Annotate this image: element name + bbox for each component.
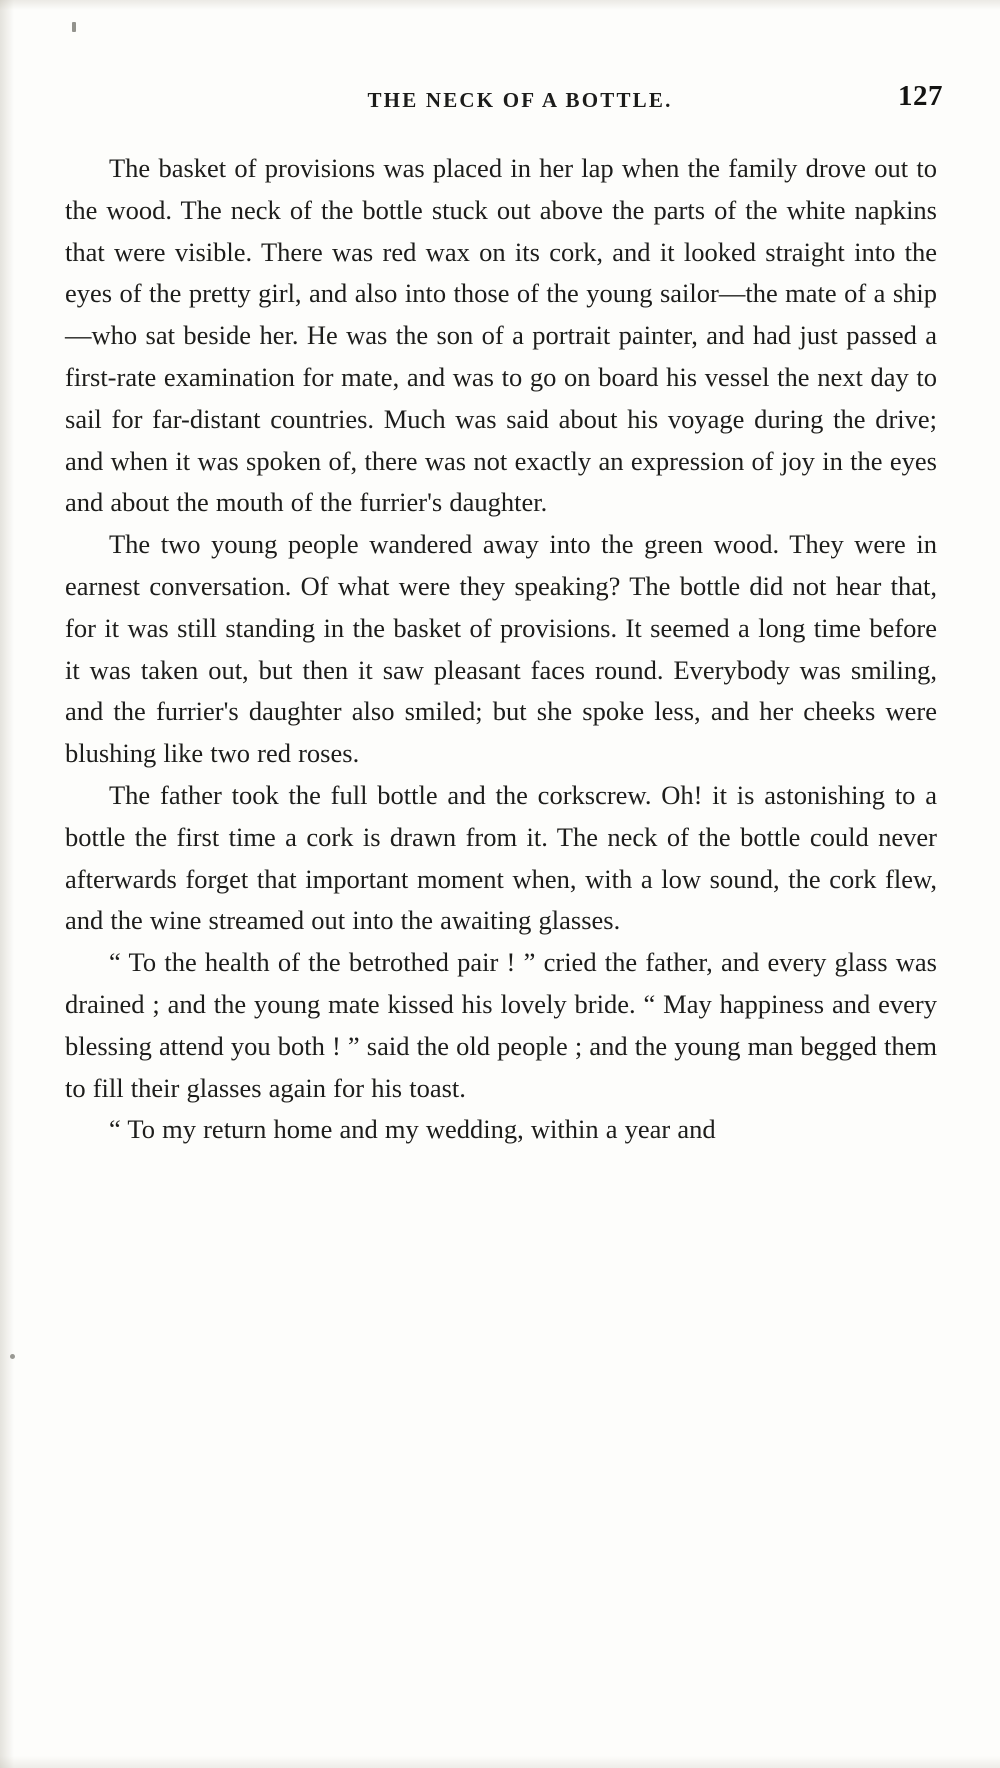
page-edge-shadow-left [0, 0, 14, 1768]
paragraph: The basket of provisions was placed in her lap when the family drove out to the wood. The neck of the bottle stuck out above the parts of the white napkins that were visible. There was red wax on its cork, and it looked straight into the eyes of the pretty girl, and also into those of the young sailor—the mate of a ship—who sat beside her. He was the son of a portrait painter, and had just passed a first-rate examination for mate, and was to go on board his vessel the next day to sail for far-distant countries. Much was said about his voyage during the drive; and when it was spoken of, there was not exactly an expression of joy in the eyes and about the mouth of the furrier's daughter. [65, 153, 937, 518]
page-edge-shadow-top [0, 0, 1000, 10]
page-number: 127 [898, 80, 943, 112]
scan-speck [10, 1354, 15, 1359]
body-text [45, 148, 955, 1151]
paragraph: The two young people wandered away into the green wood. They were in earnest conversation. Of what were they speaking? The bottle did not hear that, for it was still standing in the basket of provisions. It seemed a long time before it was taken out, but then it saw pleasant faces round. Everybody was smiling, and the furrier's daughter also smiled; but she spoke less, and her cheeks were blushing like two red roses. [65, 529, 937, 769]
running-head [45, 70, 955, 122]
running-head-title: THE NECK OF A BOTTLE. [367, 88, 673, 112]
page-content [45, 70, 955, 1690]
paragraph: “ To my return home and my wedding, within a year and [109, 1114, 716, 1145]
page-edge-shadow-bottom [0, 1756, 1000, 1768]
paragraph: “ To the health of the betrothed pair ! ” cried the father, and every glass was drained ; and the young mate kissed his lovely bride. “ May happiness and every blessing attend you both ! ” said the old people ; and the young man begged them to fill their glasses again for his toast. [65, 947, 938, 1103]
scan-speck [72, 22, 76, 32]
paragraph: The father took the full bottle and the corkscrew. Oh! it is astonishing to a bottle the first time a cork is drawn from it. The neck of the bottle could never afterwards forget that important moment when, with a low sound, the cork flew, and the wine streamed out into the awaiting glasses. [65, 779, 937, 936]
